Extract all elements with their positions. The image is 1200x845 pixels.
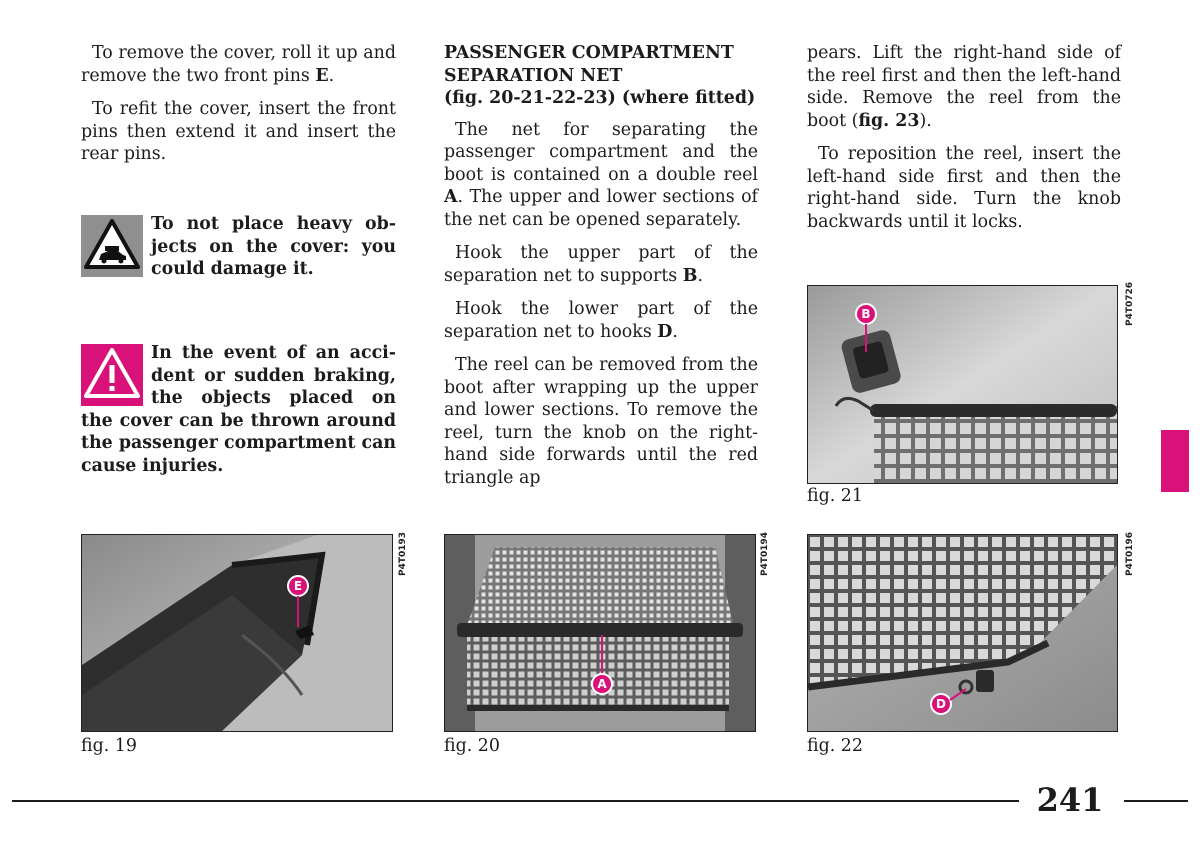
reel-removal-paragraph: The reel can be removed from the boot after wrapping up the upper and lower sections. To remove the reel, turn the knob on the right-hand side forwards until the red triangle ap [444,355,758,488]
upper-hook-paragraph: Hook the upper part of the separation net to supports B. [444,243,758,286]
figure-22-caption: fig. 22 [807,736,863,756]
figure-21-caption: fig. 21 [807,486,863,506]
figure-21-code: P4T0726 [1125,281,1135,326]
column-middle [444,42,758,500]
refit-cover-paragraph: To refit the cover, insert the front pins then extend it and insert the rear pins. [81,99,396,164]
reel-reposition-paragraph: To reposition the reel, insert the left-hand side first and then the right-hand side. Turn the knob backwards until it locks. [807,144,1121,232]
figure-21-photo [807,285,1118,484]
figure-20-code: P4T0194 [760,531,770,576]
page-number: 241 [1036,781,1104,819]
column-right [807,42,1121,244]
car-load-warning-icon [81,215,143,277]
figure-19-label-e: E [293,579,303,593]
figure-19-caption: fig. 19 [81,736,137,756]
figure-20-label-a: A [597,677,607,691]
column-left [81,42,396,177]
footer-rule-right [1124,800,1188,802]
figure-21-label-b: B [861,307,871,321]
reel-removal-continued-paragraph: pears. Lift the right-hand side of the reel first and then the left-hand side. Remove the reel from the boot (fig. 23). [807,43,1121,131]
footer-rule-left [12,800,1019,802]
cover-load-warning [81,213,396,281]
figure-19-code: P4T0193 [398,531,408,576]
accident-warning [81,342,396,477]
lower-hook-paragraph: Hook the lower part of the separation net to hooks D. [444,299,758,342]
figure-22-label-d: D [936,697,946,711]
figure-19-photo [81,534,393,732]
remove-cover-paragraph: To remove the cover, roll it up and remove the two front pins E. [81,43,396,86]
triangle-exclamation-icon [81,344,143,406]
cover-load-warning-text: To not place heavy objects on the cover: you could damage it. [151,214,396,279]
figure-22-code: P4T0196 [1125,531,1135,576]
figure-20-caption: fig. 20 [444,736,500,756]
figure-20-photo [444,534,756,732]
net-description-paragraph: The net for separating the passenger compartment and the boot is contained on a double reel A. The upper and lower sections of the net can be opened separately. [444,119,758,230]
section-heading: PASSENGER COMPARTMENT SEPARATION NET (fig. 20-21-22-23) (where fitted) [444,43,756,108]
figure-22-photo [807,534,1118,732]
accident-warning-text: In the event of an accident or sudden braking, the objects placed on the cover can be thrown around the passenger compartment can cause injuries. [81,343,396,476]
chapter-tab [1161,430,1189,492]
